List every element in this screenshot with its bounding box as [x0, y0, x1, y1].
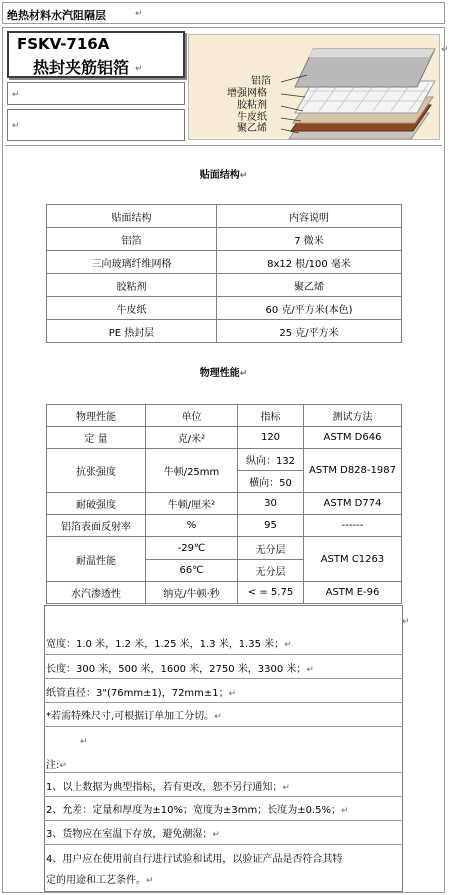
- prop-vapor-unit: 纳克/牛顿·秒: [145, 581, 238, 604]
- structure-header-2: 内容说明: [216, 204, 402, 228]
- product-name-box: FSKV-716A 热封夹筋铝箔 ↵: [7, 31, 185, 78]
- prop-reflect-value: 95: [237, 514, 304, 537]
- spec-core: 纸管直径：3"(76mm±1)，72mm±1；↵: [46, 688, 237, 699]
- prop-temp-method: ASTM C1263: [303, 536, 402, 582]
- spec-width: 宽度：1.0 米，1.2 米，1.25 米，1.3 米，1.35 米；↵: [46, 639, 292, 650]
- prop-header-4: 测试方法: [303, 404, 402, 427]
- prop-tensile-method: ASTM D828-1987: [303, 448, 402, 493]
- header-bar: 绝热材料水汽阻隔层 ↵: [2, 2, 445, 24]
- layer-label-adhesive: 胶粘剂: [237, 100, 267, 111]
- structure-row-2-value: 8x12 根/100 毫米: [216, 250, 402, 274]
- structure-row-1-value: 7 微米: [216, 227, 402, 251]
- prop-density-value: 120: [237, 426, 304, 449]
- prop-header-2: 单位: [145, 404, 238, 427]
- properties-title: 物理性能↵: [199, 368, 248, 379]
- header-title: 绝热材料水汽阻隔层: [7, 9, 106, 22]
- layer-label-kraft: 牛皮纸: [237, 112, 267, 123]
- note-3: 3、货物应在室温下存放，避免潮湿；↵: [46, 829, 220, 840]
- spec-custom: *若需特殊尺寸,可根据订单加工分切。↵: [46, 711, 222, 722]
- note-4: 4、用户应在使用前自行进行试验和试用，以验证产品是否符合其特: [46, 854, 343, 865]
- prop-density-unit: 克/米²: [145, 426, 238, 449]
- layer-label-grid: 增强网格: [227, 88, 267, 99]
- prop-reflect-name: 铝箔表面反射率: [46, 514, 146, 537]
- structure-title: 贴面结构↵: [199, 170, 248, 181]
- prop-vapor-method: ASTM E-96: [303, 581, 402, 604]
- prop-reflect-method: ------: [303, 514, 402, 537]
- prop-tensile-name: 抗张强度: [46, 448, 146, 493]
- layer-label-pe: 聚乙烯: [237, 123, 267, 134]
- product-name: 热封夹筋铝箔: [33, 58, 130, 77]
- prop-tensile-unit: 牛顿/25mm: [145, 448, 238, 493]
- prop-temp-v2: 无分层: [237, 559, 304, 582]
- structure-row-5-name: PE 热封层: [46, 319, 217, 343]
- prop-density-method: ASTM D646: [303, 426, 402, 449]
- prop-burst-method: ASTM D774: [303, 492, 402, 515]
- structure-row-4-name: 牛皮纸: [46, 296, 217, 320]
- prop-tensile-cd: 横向：50: [237, 470, 304, 493]
- notes-label: 注:↵: [46, 760, 67, 771]
- structure-row-3-value: 聚乙烯: [216, 273, 402, 297]
- structure-row-4-value: 60 克/平方米(本色): [216, 296, 402, 320]
- prop-vapor-name: 水汽渗透性: [46, 581, 146, 604]
- prop-header-1: 物理性能: [46, 404, 146, 427]
- prop-burst-unit: 牛顿/厘米²: [145, 492, 238, 515]
- layer-label-foil: 铝箔: [251, 76, 271, 87]
- prop-burst-name: 耐破强度: [46, 492, 146, 515]
- structure-row-3-name: 胶粘剂: [46, 273, 217, 297]
- prop-header-3: 指标: [237, 404, 304, 427]
- prop-reflect-unit: %: [145, 514, 238, 537]
- note-1: 1、以上数据为典型指标，若有更改，恕不另行通知；↵: [46, 782, 290, 793]
- structure-row-5-value: 25 克/平方米: [216, 319, 402, 343]
- prop-vapor-value: < = 5.75: [237, 581, 304, 604]
- layer-diagram: [188, 34, 440, 140]
- prop-burst-value: 30: [237, 492, 304, 515]
- note-2: 2、允差：定量和厚度为±10%；宽度为±3mm；长度为±0.5%；↵: [46, 805, 349, 816]
- prop-density-name: 定 量: [46, 426, 146, 449]
- info-box-1: ↵: [7, 82, 185, 105]
- structure-row-1-name: 铝箔: [46, 227, 217, 251]
- prop-temp-t2: 66℃: [145, 559, 238, 582]
- prop-temp-t1: -29℃: [145, 536, 238, 560]
- structure-row-2-name: 三向玻璃纤维网格: [46, 250, 217, 274]
- prop-temp-v1: 无分层: [237, 536, 304, 560]
- product-code: FSKV-716A: [17, 35, 110, 53]
- info-box-2: ↵: [7, 109, 185, 141]
- structure-header-1: 贴面结构: [46, 204, 217, 228]
- note-4-cont: 定的用途和工艺条件。↵: [46, 875, 154, 886]
- spec-length: 长度：300 米，500 米，1600 米，2750 米，3300 米；↵: [46, 664, 314, 675]
- prop-temp-name: 耐温性能: [46, 536, 146, 582]
- prop-tensile-md: 纵向：132: [237, 448, 304, 471]
